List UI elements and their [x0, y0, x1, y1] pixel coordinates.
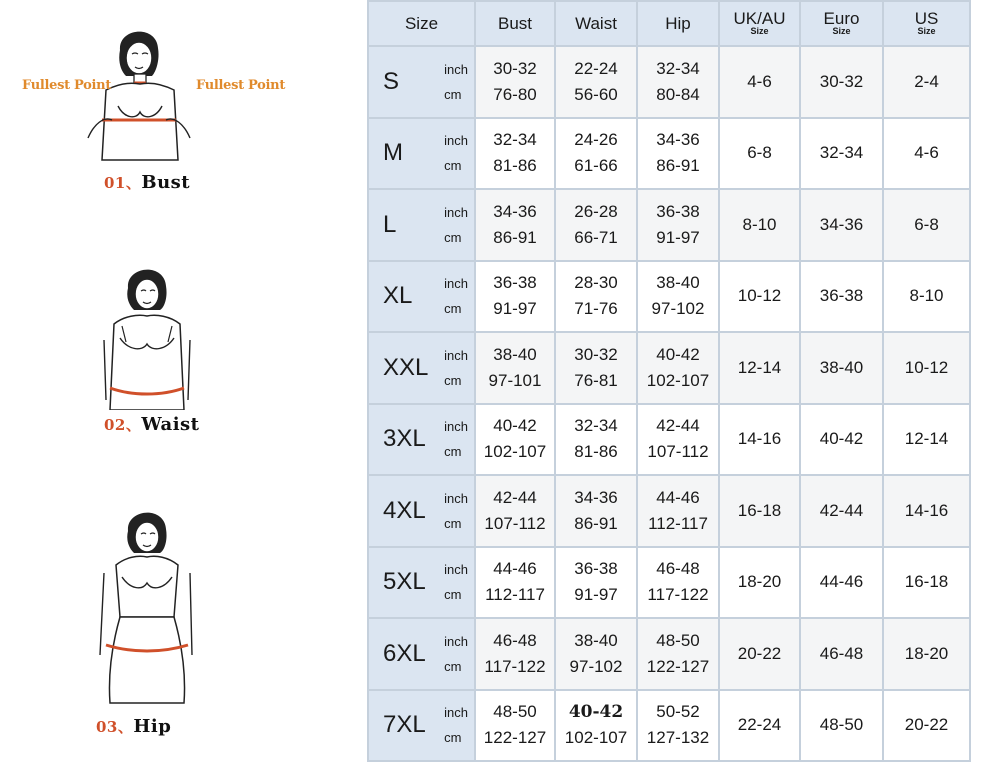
ukau-cell: 18-20: [719, 547, 800, 619]
ukau-cell: 8-10: [719, 189, 800, 261]
header-ukau-sub: Size: [750, 26, 769, 36]
header-us-label: US: [914, 9, 939, 28]
ukau-cell: 10-12: [719, 261, 800, 333]
bust-cell: [475, 547, 555, 619]
us-cell: 14-16: [883, 475, 970, 547]
hip-inch: 50-52: [656, 702, 700, 722]
hip-cell: [637, 189, 719, 261]
hip-cm: 107-112: [647, 442, 709, 462]
ukau-cell: 20-22: [719, 618, 800, 690]
hip-inch: 38-40: [656, 273, 700, 293]
bust-inch: 44-46: [493, 559, 537, 579]
ukau-cell: 14-16: [719, 404, 800, 476]
unit-cm: cm: [444, 658, 462, 674]
bust-cell: [475, 189, 555, 261]
size-cell: [368, 46, 475, 118]
waist-inch: 26-28: [574, 201, 618, 221]
unit-cm: cm: [444, 229, 462, 245]
ukau-cell: 4-6: [719, 46, 800, 118]
waist-inch: 40-42: [568, 702, 624, 723]
waist-cell: [555, 475, 637, 547]
waist-inch: 36-38: [574, 559, 618, 579]
step-waist-label: [104, 414, 199, 435]
hip-cell: [637, 46, 719, 118]
us-cell: 2-4: [883, 46, 970, 118]
waist-inch: 38-40: [574, 630, 618, 650]
size-cell: [368, 404, 475, 476]
bust-inch: 36-38: [493, 273, 537, 293]
size-chart-table: [367, 0, 971, 762]
hip-inch: 42-44: [656, 416, 700, 436]
hip-cm: 112-117: [648, 513, 708, 533]
waist-inch: 34-36: [574, 487, 618, 507]
hip-cell: [637, 404, 719, 476]
size-name: XXL: [383, 353, 429, 381]
hip-cell: [637, 547, 719, 619]
waist-cell: [555, 118, 637, 190]
bust-inch: 34-36: [493, 201, 537, 221]
size-cell: [368, 189, 475, 261]
table-row: [368, 118, 970, 190]
hip-inch: 44-46: [656, 487, 700, 507]
euro-cell: 44-46: [800, 547, 883, 619]
unit-inch: inch: [444, 276, 468, 292]
ukau-cell: 6-8: [719, 118, 800, 190]
unit-inch: inch: [444, 490, 468, 506]
table-row: [368, 547, 970, 619]
bust-inch: 38-40: [493, 344, 537, 364]
hip-inch: 46-48: [656, 559, 700, 579]
bust-cm: 86-91: [493, 227, 537, 247]
size-name: S: [383, 67, 400, 95]
waist-cm: 76-81: [574, 370, 618, 390]
hip-cell: [637, 690, 719, 762]
bust-cell: [475, 332, 555, 404]
hip-cell: [637, 261, 719, 333]
hip-inch: 32-34: [656, 58, 700, 78]
header-euro: [800, 1, 883, 46]
waist-figure-drawing: [92, 260, 202, 410]
header-us: [883, 1, 970, 46]
table-row: [368, 404, 970, 476]
waist-cm: 71-76: [574, 299, 618, 319]
us-cell: 20-22: [883, 690, 970, 762]
unit-cm: cm: [444, 730, 462, 746]
waist-cell: [555, 261, 637, 333]
size-cell: [368, 118, 475, 190]
euro-cell: 46-48: [800, 618, 883, 690]
hip-figure-drawing: [92, 505, 202, 710]
size-name: 7XL: [383, 711, 426, 739]
bust-inch: 48-50: [493, 702, 537, 722]
fullest-point-right-callout: Fullest Point: [196, 78, 286, 93]
unit-inch: inch: [444, 633, 468, 649]
waist-cell: [555, 189, 637, 261]
ukau-cell: 22-24: [719, 690, 800, 762]
bust-cell: [475, 404, 555, 476]
bust-figure-drawing: [78, 20, 198, 170]
hip-cm: 91-97: [656, 227, 700, 247]
header-size: Size: [368, 1, 475, 46]
waist-cm: 86-91: [574, 513, 618, 533]
size-cell: [368, 690, 475, 762]
euro-cell: 40-42: [800, 404, 883, 476]
hip-cell: [637, 618, 719, 690]
waist-cm: 81-86: [574, 442, 618, 462]
bust-cell: [475, 690, 555, 762]
waist-cm: 66-71: [574, 227, 618, 247]
waist-cell: [555, 547, 637, 619]
us-cell: 8-10: [883, 261, 970, 333]
unit-inch: inch: [444, 133, 468, 149]
unit-inch: inch: [444, 419, 468, 435]
bust-cell: [475, 46, 555, 118]
us-cell: 4-6: [883, 118, 970, 190]
waist-inch: 28-30: [574, 273, 618, 293]
fullest-point-left-callout: Fullest Point: [22, 78, 112, 93]
bust-cm: 122-127: [483, 728, 547, 748]
bust-inch: 46-48: [493, 630, 537, 650]
size-name: 3XL: [383, 425, 426, 453]
waist-cell: [555, 332, 637, 404]
step-waist-number: 02、: [104, 416, 142, 434]
unit-inch: inch: [444, 204, 468, 220]
us-cell: 12-14: [883, 404, 970, 476]
waist-inch: 24-26: [574, 130, 618, 150]
waist-inch: 30-32: [574, 344, 618, 364]
size-name: XL: [383, 282, 413, 310]
header-ukau-label: UK/AU: [733, 9, 786, 28]
hip-cm: 86-91: [656, 156, 700, 176]
header-euro-label: Euro: [823, 9, 860, 28]
hip-cell: [637, 118, 719, 190]
table-row: [368, 690, 970, 762]
waist-cm: 56-60: [574, 84, 618, 104]
hip-inch: 36-38: [656, 201, 700, 221]
unit-cm: cm: [444, 444, 462, 460]
euro-cell: 32-34: [800, 118, 883, 190]
step-waist-text: Waist: [141, 414, 200, 435]
unit-cm: cm: [444, 372, 462, 388]
table-body: [368, 46, 970, 761]
size-name: L: [383, 210, 397, 238]
table-row: [368, 261, 970, 333]
hip-cell: [637, 475, 719, 547]
hip-figure: [92, 505, 202, 710]
size-cell: [368, 618, 475, 690]
unit-inch: inch: [444, 61, 468, 77]
header-euro-sub: Size: [832, 26, 851, 36]
hip-inch: 40-42: [656, 344, 700, 364]
size-name: 5XL: [383, 568, 426, 596]
hip-cm: 97-102: [651, 299, 705, 319]
euro-cell: 34-36: [800, 189, 883, 261]
table-row: [368, 46, 970, 118]
hip-cm: 102-107: [646, 370, 710, 390]
step-bust-label: [104, 172, 190, 193]
step-bust-number: 01、: [104, 174, 142, 192]
waist-cell: [555, 404, 637, 476]
bust-inch: 30-32: [493, 58, 537, 78]
size-cell: [368, 261, 475, 333]
waist-cm: 61-66: [574, 156, 618, 176]
bust-cell: [475, 118, 555, 190]
euro-cell: 30-32: [800, 46, 883, 118]
waist-cell: [555, 618, 637, 690]
bust-cm: 117-122: [484, 656, 546, 676]
size-cell: [368, 547, 475, 619]
table-row: [368, 332, 970, 404]
size-name: 6XL: [383, 639, 426, 667]
bust-cell: [475, 261, 555, 333]
bust-inch: 42-44: [493, 487, 537, 507]
bust-cm: 91-97: [493, 299, 537, 319]
ukau-cell: 16-18: [719, 475, 800, 547]
table-row: [368, 618, 970, 690]
waist-inch: 32-34: [574, 416, 618, 436]
unit-inch: inch: [444, 347, 468, 363]
step-hip-text: Hip: [133, 716, 172, 737]
hip-inch: 48-50: [656, 630, 700, 650]
hip-inch: 34-36: [656, 130, 700, 150]
hip-cm: 127-132: [646, 728, 710, 748]
unit-cm: cm: [444, 301, 462, 317]
euro-cell: 42-44: [800, 475, 883, 547]
bust-cm: 107-112: [484, 513, 546, 533]
table-header-row: [368, 1, 970, 46]
bust-cm: 97-101: [488, 370, 542, 390]
unit-inch: inch: [444, 705, 468, 721]
hip-cm: 117-122: [647, 585, 709, 605]
unit-cm: cm: [444, 158, 462, 174]
bust-inch: 32-34: [493, 130, 537, 150]
hip-cm: 80-84: [656, 84, 700, 104]
bust-cm: 81-86: [493, 156, 537, 176]
bust-cm: 102-107: [483, 442, 547, 462]
waist-cell: [555, 690, 637, 762]
bust-cm: 112-117: [485, 585, 545, 605]
table-row: [368, 475, 970, 547]
header-waist: Waist: [555, 1, 637, 46]
unit-cm: cm: [444, 587, 462, 603]
us-cell: 16-18: [883, 547, 970, 619]
size-cell: [368, 475, 475, 547]
waist-cell: [555, 46, 637, 118]
bust-cm: 76-80: [493, 84, 537, 104]
us-cell: 10-12: [883, 332, 970, 404]
bust-cell: [475, 618, 555, 690]
unit-cm: cm: [444, 86, 462, 102]
waist-figure: [92, 260, 202, 410]
euro-cell: 38-40: [800, 332, 883, 404]
waist-cm: 91-97: [574, 585, 618, 605]
step-hip-number: 03、: [96, 718, 134, 736]
us-cell: 6-8: [883, 189, 970, 261]
step-hip-label: [96, 716, 171, 737]
size-cell: [368, 332, 475, 404]
measurement-guide: [0, 0, 300, 760]
waist-cm: 102-107: [564, 728, 628, 748]
us-cell: 18-20: [883, 618, 970, 690]
table-row: [368, 189, 970, 261]
header-ukau: [719, 1, 800, 46]
size-name: 4XL: [383, 496, 426, 524]
unit-cm: cm: [444, 515, 462, 531]
header-hip: Hip: [637, 1, 719, 46]
header-bust: Bust: [475, 1, 555, 46]
unit-inch: inch: [444, 562, 468, 578]
hip-cm: 122-127: [646, 656, 710, 676]
waist-cm: 97-102: [569, 656, 623, 676]
size-name: M: [383, 139, 403, 167]
ukau-cell: 12-14: [719, 332, 800, 404]
waist-inch: 22-24: [574, 58, 618, 78]
hip-cell: [637, 332, 719, 404]
euro-cell: 36-38: [800, 261, 883, 333]
step-bust-text: Bust: [141, 172, 191, 193]
header-us-sub: Size: [917, 26, 936, 36]
euro-cell: 48-50: [800, 690, 883, 762]
bust-cell: [475, 475, 555, 547]
bust-figure: [78, 20, 198, 170]
bust-inch: 40-42: [493, 416, 537, 436]
